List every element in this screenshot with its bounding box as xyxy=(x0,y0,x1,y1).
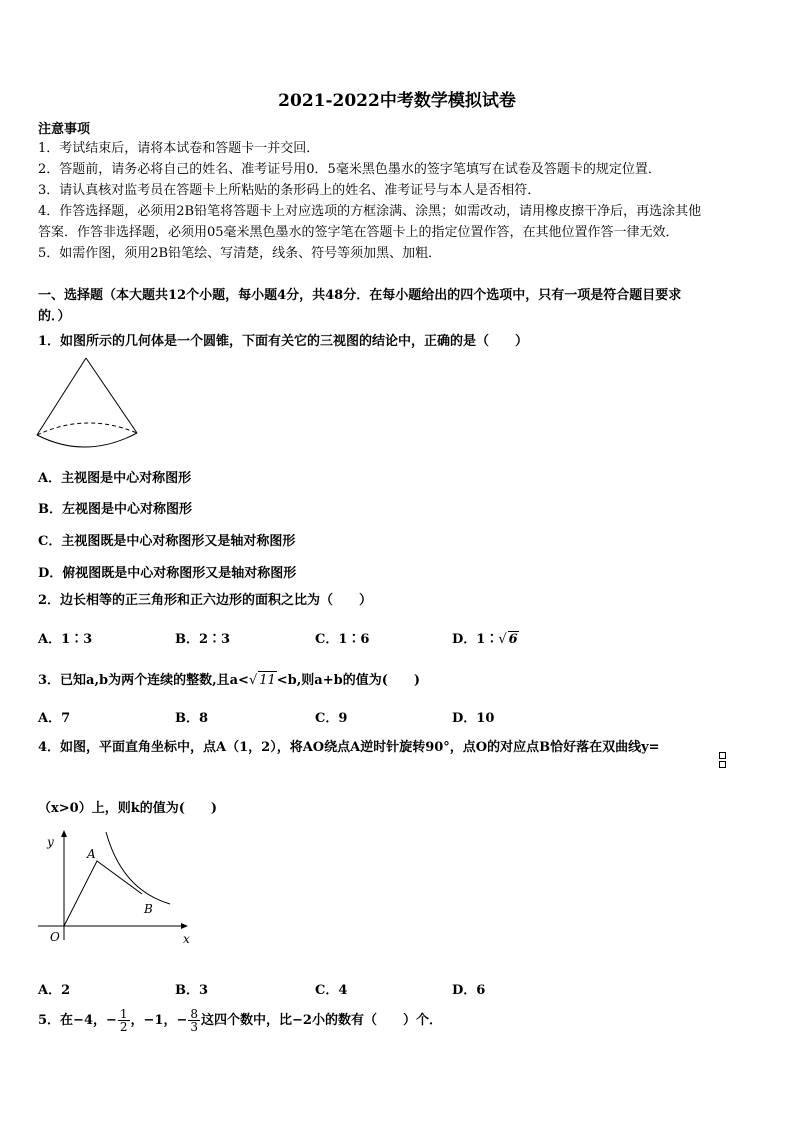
q3-stem-post: <b,则a+b的值为( ) xyxy=(276,673,420,688)
origin-label: O xyxy=(50,930,60,944)
q2-option-a: A．1∶3 xyxy=(38,632,93,647)
question-5-stem xyxy=(38,1006,442,1036)
notice-item: 4．作答选择题，必须用2B铅笔将答题卡上对应选项的方框涂满、涂黑；如需改动，请用橡皮擦干净后，再选涂其他 xyxy=(38,204,702,219)
q4-option-d: D．6 xyxy=(452,983,486,998)
question-2-stem: 2．边长相等的正三角形和正六边形的面积之比为（ ） xyxy=(38,593,373,608)
notice-item: 答案．作答非选择题，必须用05毫米黑色墨水的签字笔在答题卡上的指定位置作答，在其他位置作答一律无效． xyxy=(38,225,679,240)
notice-item: 5．如需作图，须用2B铅笔绘、写清楚，线条、符号等须加黑、加粗． xyxy=(38,246,442,261)
q3-option-b: B．8 xyxy=(175,711,209,726)
fraction-denominator: 2 xyxy=(119,1020,128,1034)
q2-option-c: C．1∶6 xyxy=(315,632,370,647)
q5-pre: 5．在−4，− xyxy=(38,1013,117,1028)
q2-option-d: D．1∶√ 6 xyxy=(452,632,518,647)
q1-option-b: B．左视图是中心对称图形 xyxy=(38,502,192,517)
section-heading: 一、选择题（本大题共12个小题，每小题4分，共48分．在每小题给出的四个选项中，只有一项是符合题目要求 xyxy=(38,288,682,303)
section-heading-cont: 的．） xyxy=(38,309,71,324)
q3-option-a: A．7 xyxy=(38,711,71,726)
question-4-stem: 4．如图，平面直角坐标中，点A（1，2），将AO绕点A逆时针旋转90°，点O的对应点B恰好落在双曲线y= xyxy=(38,740,660,755)
q1-option-a: A．主视图是中心对称图形 xyxy=(38,471,192,486)
cone-figure xyxy=(36,354,142,454)
sqrt-value: 6 xyxy=(508,632,518,647)
fraction-one-half xyxy=(118,1008,130,1033)
fraction-placeholder xyxy=(719,750,726,768)
placeholder-box xyxy=(719,761,726,768)
q1-option-d: D．俯视图既是中心对称图形又是轴对称图形 xyxy=(38,566,297,581)
notice-item: 3．请认真核对监考员在答题卡上所粘贴的条形码上的姓名、准考证号与本人是否相符． xyxy=(38,183,541,198)
page-title: 2021-2022中考数学模拟试卷 xyxy=(278,91,516,111)
x-axis-label: x xyxy=(183,932,190,946)
q5-mid: ，−1，− xyxy=(130,1013,188,1028)
q4-option-c: C．4 xyxy=(315,983,348,998)
fraction-numerator: 8 xyxy=(190,1007,199,1021)
point-a-label: A xyxy=(87,847,96,861)
coordinate-graph xyxy=(38,828,198,948)
point-b-label: B xyxy=(144,902,153,916)
placeholder-box xyxy=(719,752,726,759)
question-4-stem-cont: （x>0）上，则k的值为( ) xyxy=(38,801,217,816)
notice-item: 2．答题前，请务必将自己的姓名、准考证号用0．5毫米黑色墨水的签字笔填写在试卷及答题卡的规定位置． xyxy=(38,162,661,177)
question-3-stem: 3．已知a,b为两个连续的整数,且a<√ 11<b,则a+b的值为( ) xyxy=(38,673,420,688)
y-axis-label: y xyxy=(47,835,54,849)
notice-heading: 注意事项 xyxy=(38,122,91,137)
fraction-numerator: 1 xyxy=(119,1007,128,1021)
q3-option-c: C．9 xyxy=(315,711,348,726)
notice-item: 1．考试结束后，请将本试卷和答题卡一并交回． xyxy=(38,141,320,156)
fraction-eight-thirds xyxy=(188,1008,200,1033)
q2-option-d-label: D．1∶ xyxy=(452,632,499,647)
q3-stem-pre: 3．已知a,b为两个连续的整数,且a< xyxy=(38,673,249,688)
q3-option-d: D．10 xyxy=(452,711,495,726)
q4-option-b: B．3 xyxy=(175,983,209,998)
question-1-stem: 1．如图所示的几何体是一个圆锥，下面有关它的三视图的结论中，正确的是（ ） xyxy=(38,334,529,349)
q1-option-c: C．主视图既是中心对称图形又是轴对称图形 xyxy=(38,534,296,549)
q4-option-a: A．2 xyxy=(38,983,71,998)
q5-post: 这四个数中，比−2小的数有（ ）个． xyxy=(201,1013,442,1028)
fraction-denominator: 3 xyxy=(190,1020,199,1034)
q2-option-b: B．2∶3 xyxy=(175,632,231,647)
sqrt-value: 11 xyxy=(259,673,276,688)
